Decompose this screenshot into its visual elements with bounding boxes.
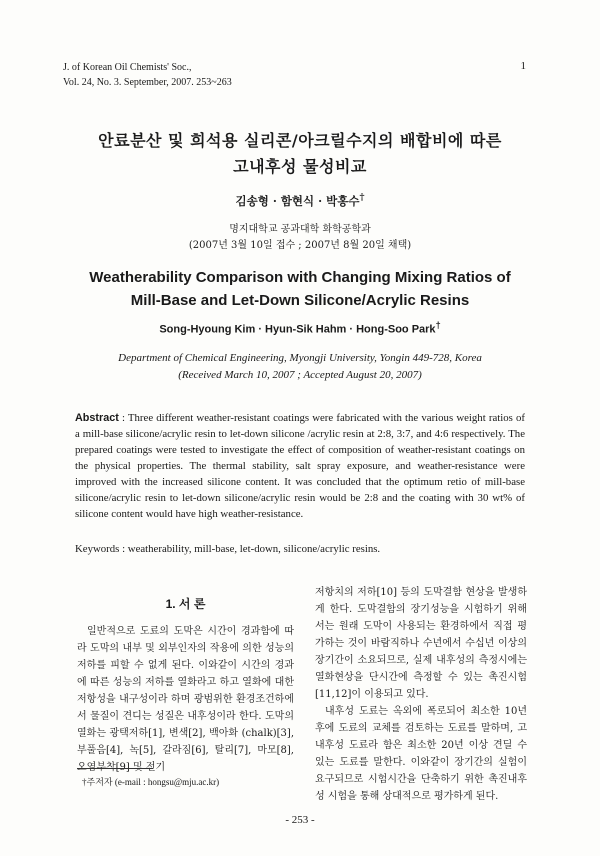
affiliation-ko-line1: 명지대학교 공과대학 화학공학과 xyxy=(229,224,371,235)
section-heading: 1. 서 론 xyxy=(165,597,206,611)
affiliation-en xyxy=(0,350,600,384)
left-column xyxy=(77,623,294,776)
journal-line1: J. of Korean Oil Chemists' Soc., xyxy=(63,62,192,73)
affiliation-ko xyxy=(0,222,600,254)
footnote: †주저자 (e-mail : hongsu@mju.ac.kr) xyxy=(82,777,220,787)
abstract-text: : Three different weather-resistant coatings were fabricated with the various weight ratios of a mill-base silicone/acrylic resin to let-down silicone /acrylic resin at 2:8, 3:7, and 4:6 respectively. The prepared coatings were tested to investigate the effect of composition of weather-resistant coatings on the physical properties. The thermal stability, salt spray exposure, and weather-resistance were improved with the increased silicone content. It was concluded that the optimum retio of mill-base silicone/acrylic resin to let-down silicone/acrylic resin would be 2:8 and the coating with 30 wt% of silicone content would have high weather-resistance. xyxy=(75,412,525,520)
authors-en-names: Song-Hyoung Kim · Hyun-Sik Hahm · Hong-Soo Park xyxy=(159,323,436,336)
intro-paragraph-right-2: 내후성 도료는 옥외에 폭로되어 최소한 10년후에 도료의 교체를 검토하는 도료를 말하며, 고내후성 도료라 함은 최소한 20년 이상 견딜 수 있는 도료를 말한다. 이와같이 장기간의 실험이 요구되므로 시험시간을 단축하기 위한 촉진내후성 시험을 통해 상대적으로 평가하게 된다. xyxy=(315,706,527,802)
page-number: 1 xyxy=(520,60,526,72)
keywords: Keywords : weatherability, mill-base, let-down, silicone/acrylic resins. xyxy=(75,543,381,555)
title-en xyxy=(0,266,600,312)
title-ko-line2: 고내후성 물성비교 xyxy=(233,157,367,176)
abstract-label: Abstract xyxy=(75,412,119,424)
dagger-mark: † xyxy=(359,192,365,203)
title-en-line1: Weatherability Comparison with Changing Mixing Ratios of xyxy=(89,269,511,286)
title-en-line2: Mill-Base and Let-Down Silicone/Acrylic Resins xyxy=(130,292,470,309)
footnote-divider xyxy=(77,768,153,769)
title-ko xyxy=(0,128,600,180)
affiliation-en-line2: (Received March 10, 2007 ; Accepted August 20, 2007) xyxy=(178,369,422,381)
page-footer: - 253 - xyxy=(285,814,315,826)
affiliation-en-line1: Department of Chemical Engineering, Myongji University, Yongin 449-728, Korea xyxy=(118,352,482,364)
authors-ko xyxy=(0,192,600,209)
intro-paragraph-right-1: 저항치의 저하[10] 등의 도막결함 현상을 발생하게 한다. 도막결함의 장기성능을 시험하기 위해서는 원래 도막이 사용되는 환경하에서 직접 평가하는 것이 바람직하나 수년에서 수십년 이상의 장기간이 소요되므로, 실제 내후성의 측정시에는 열화현상을 단시간에 측정할 수 있는 촉진시험[11,12]이 이용되고 있다. xyxy=(315,587,527,700)
affiliation-ko-line2: (2007년 3월 10일 접수 ; 2007년 8월 20일 채택) xyxy=(188,240,412,251)
authors-en xyxy=(0,320,600,336)
journal-header xyxy=(63,60,232,90)
authors-ko-names: 김송형 · 함현식 · 박홍수 xyxy=(235,193,360,208)
dagger-mark-en: † xyxy=(435,320,441,330)
abstract xyxy=(75,410,525,522)
right-column xyxy=(315,584,527,805)
title-ko-line1: 안료분산 및 희석용 실리콘/아크릴수지의 배합비에 따른 xyxy=(98,131,502,150)
intro-paragraph-left: 일반적으로 도료의 도막은 시간이 경과함에 따라 도막의 내부 및 외부인자의 작용에 의한 성능의 저하를 피할 수 없게 된다. 이와같이 시간의 경과에 따른 성능의 저하를 열화라고 하고 열화에 대한 저항성을 내구성이라 하며 광범위한 환경조건하에서 물질이 견디는 성질은 내후성이라 한다. 도막의 열화는 광택저하[1], 변색[2], 백아화 (chalk)[3], 부풀음[4], 녹[5], 갈라짐[6], 탈리[7], 마모[8], 오염부착[9] 및 전기 xyxy=(77,626,294,773)
journal-line2: Vol. 24, No. 3. September, 2007. 253~263 xyxy=(63,77,232,88)
